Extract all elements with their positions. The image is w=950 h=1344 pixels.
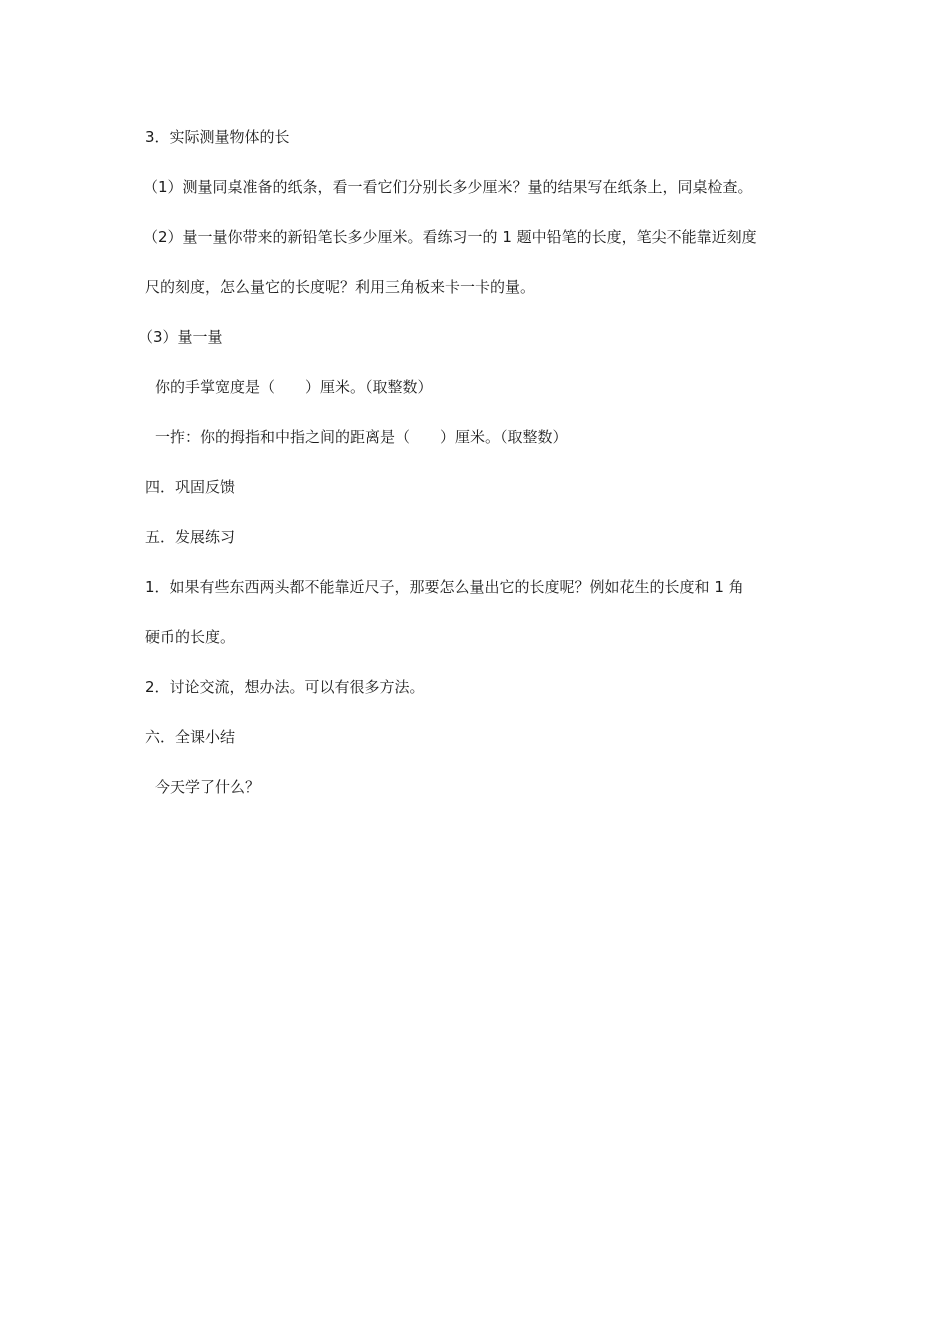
item-2-pencil-line-2: 尺的刻度，怎么量它的长度呢？利用三角板来卡一卡的量。 bbox=[145, 278, 536, 296]
section-heading-consolidation: 四．巩固反馈 bbox=[145, 478, 236, 496]
summary-question: 今天学了什么？ bbox=[155, 778, 261, 796]
section-heading-summary: 六．全课小结 bbox=[145, 728, 236, 746]
practice-2: 2．讨论交流，想办法。可以有很多方法。 bbox=[145, 678, 425, 696]
item-1-paper-strip: （1）测量同桌准备的纸条，看一看它们分别长多少厘米？量的结果写在纸条上，同桌检查。 bbox=[143, 178, 753, 196]
practice-1-line-2: 硬币的长度。 bbox=[145, 628, 236, 646]
practice-1-line-1: 1．如果有些东西两头都不能靠近尺子，那要怎么量出它的长度呢？例如花生的长度和 1 角 bbox=[145, 578, 744, 596]
palm-width-question: 你的手掌宽度是（ ）厘米。（取整数） bbox=[155, 378, 433, 396]
section-heading-measure-length: 3．实际测量物体的长 bbox=[145, 128, 290, 146]
item-2-pencil-line-1: （2）量一量你带来的新铅笔长多少厘米。看练习一的 1 题中铅笔的长度，笔尖不能靠近刻度 bbox=[143, 228, 757, 246]
hand-span-question: 一拃：你的拇指和中指之间的距离是（ ）厘米。（取整数） bbox=[155, 428, 568, 446]
section-heading-practice: 五．发展练习 bbox=[145, 528, 236, 546]
item-3-heading: （3）量一量 bbox=[138, 328, 223, 346]
